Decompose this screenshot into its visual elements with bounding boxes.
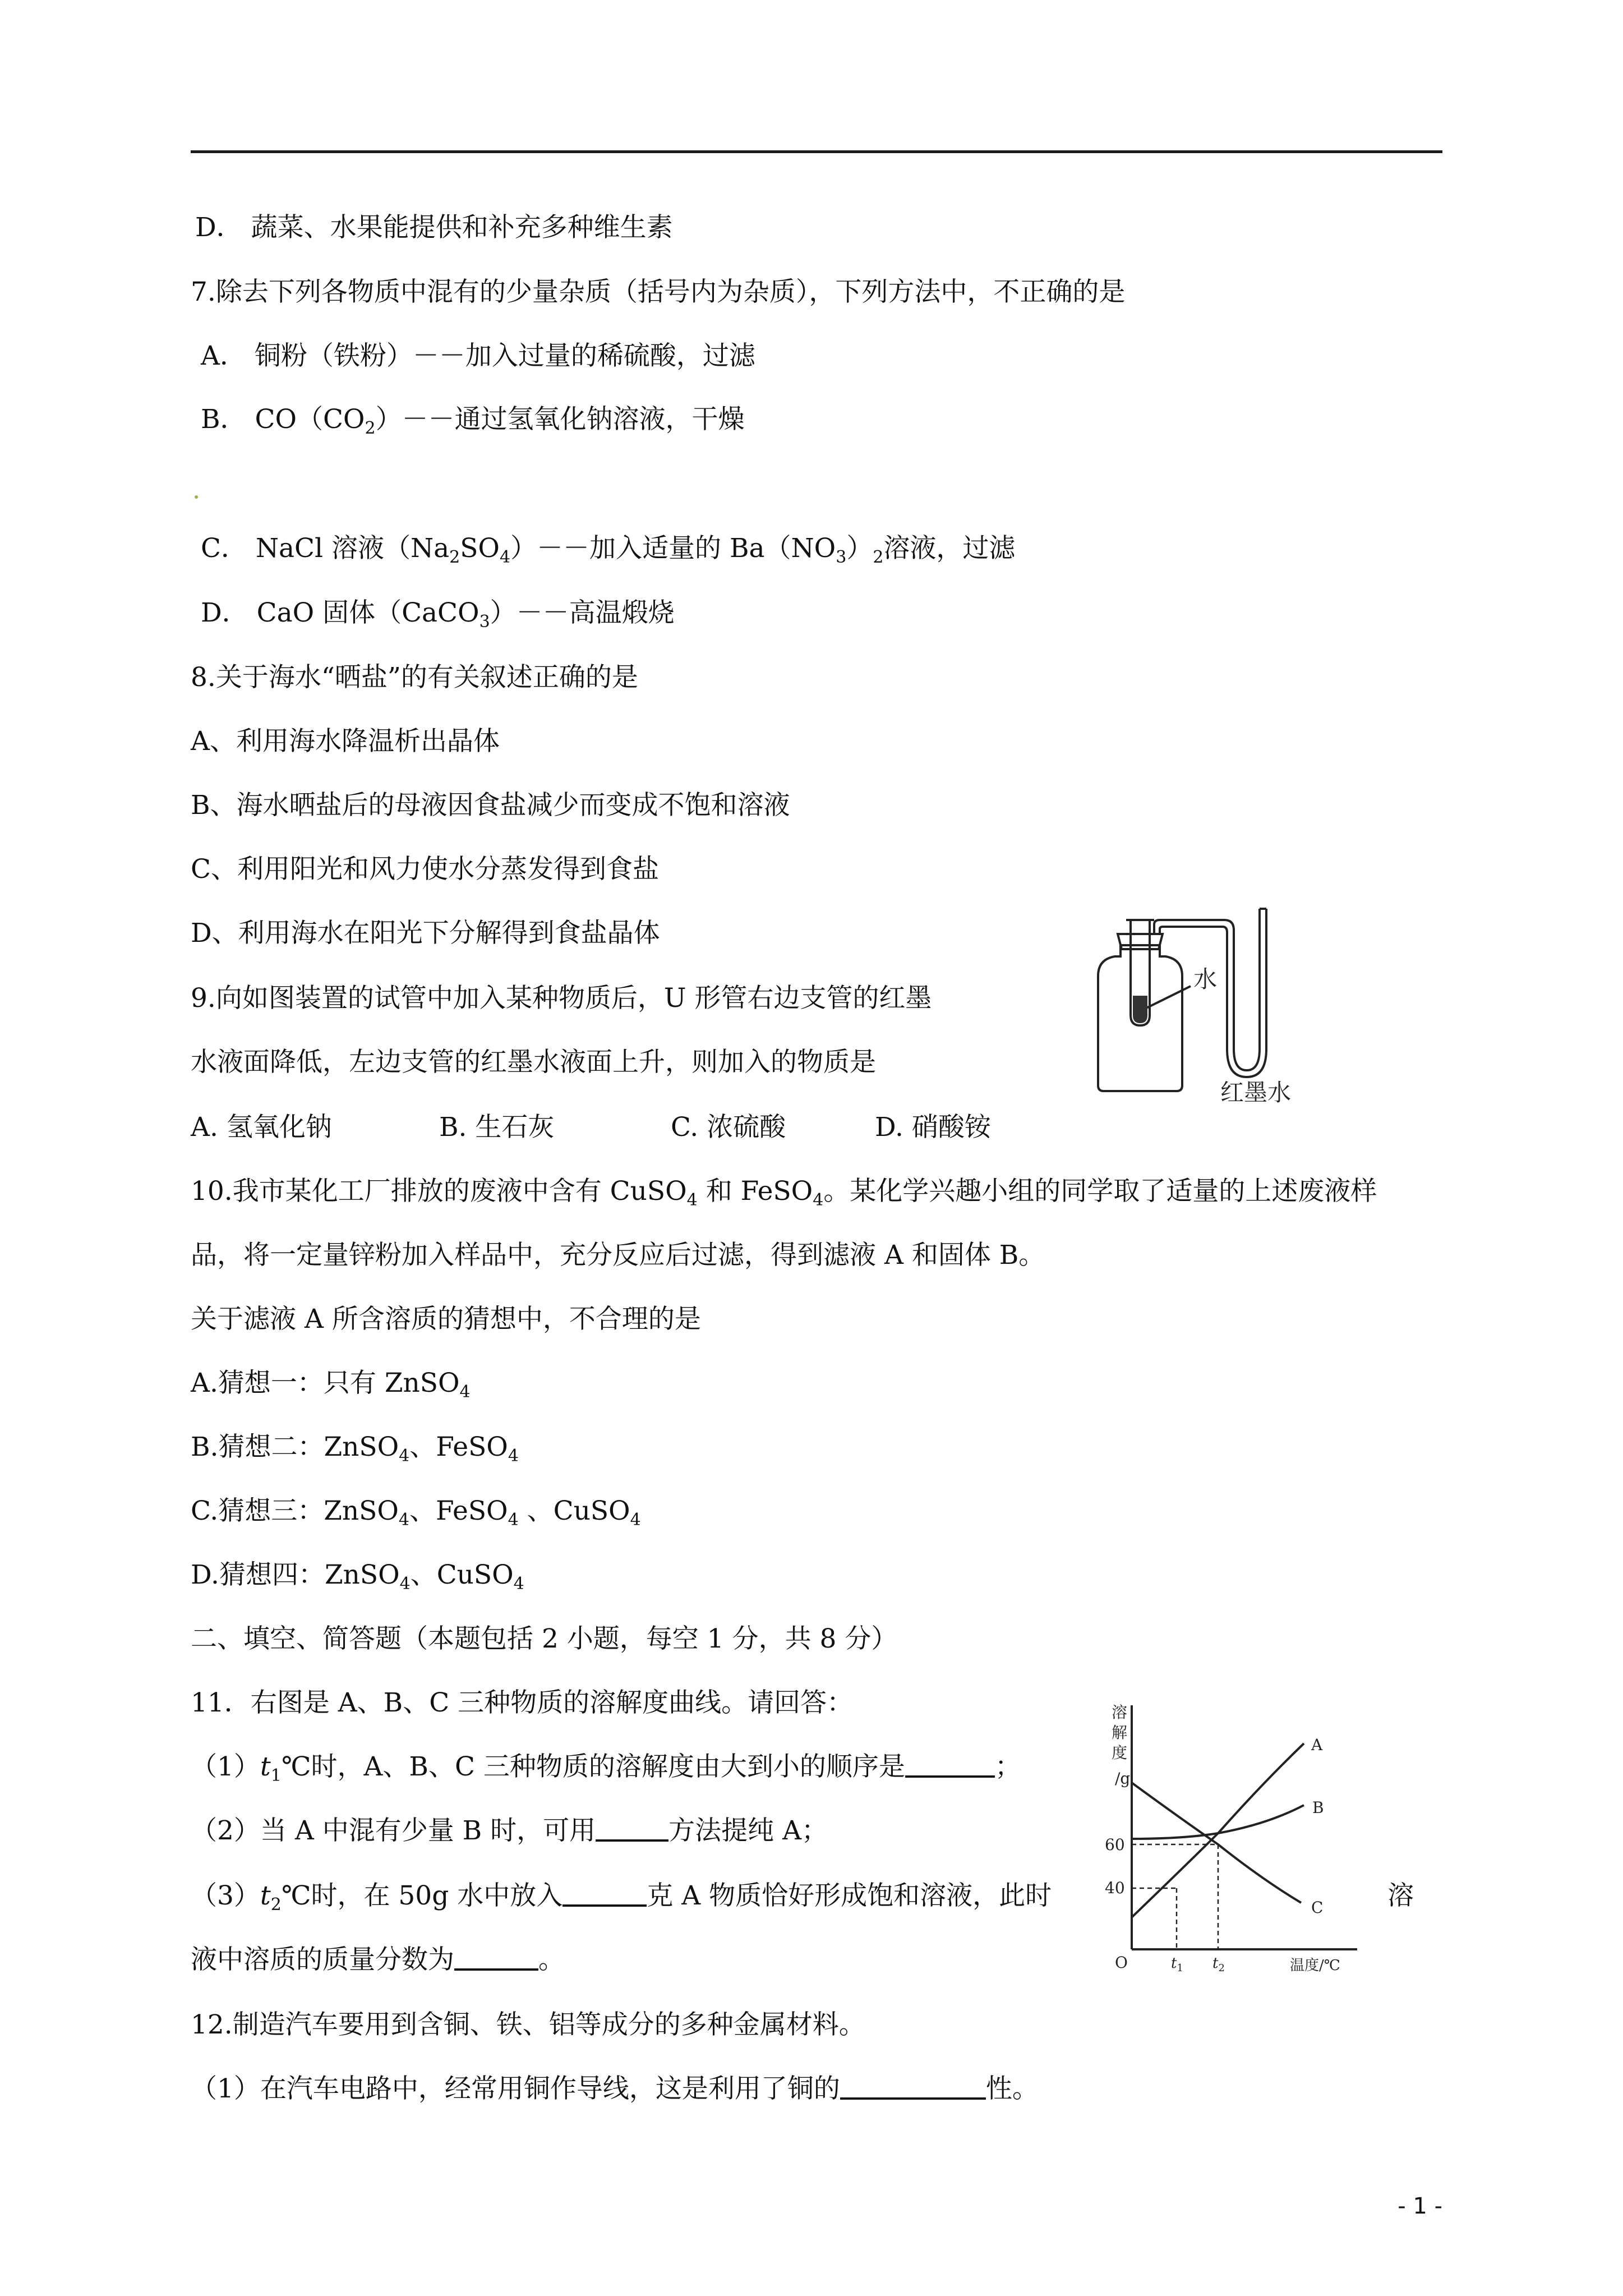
curve-c-label: C xyxy=(1311,1898,1324,1917)
curve-a-label: A xyxy=(1311,1736,1323,1754)
curve-c xyxy=(1132,1783,1301,1903)
ylabel-char-2: 解 xyxy=(1112,1723,1128,1742)
q11-part3: $(3)t_2℃$时，在 50g 水中放入 克 A 物质恰好形成饱和溶液，此时 xyxy=(191,1880,1052,1915)
x-tick-t2: $t_2$ xyxy=(1212,1955,1225,1974)
q9-option-a: A. 氢氧化钠 xyxy=(191,1112,332,1143)
q7-option-b: B． $CO(CO_2)--$通过氢氧化钠溶液，干燥 xyxy=(201,404,745,438)
curve-a xyxy=(1132,1743,1304,1917)
q9-option-d: D. 硝酸铵 xyxy=(875,1112,991,1143)
solubility-curve-figure xyxy=(1099,1694,1368,1975)
y-tick-60: 60 xyxy=(1105,1835,1125,1854)
q10-option-d: D.猜想四：ZnSO$_4$、CuSO$_4$ xyxy=(191,1559,524,1594)
q11-part3-blank1[interactable] xyxy=(562,1881,647,1907)
q10-option-b: B.猜想二：ZnSO$_4$、FeSO$_4$ xyxy=(191,1432,519,1466)
ylabel-char-1: 溶 xyxy=(1112,1703,1128,1722)
q9-option-b: B. 生石灰 xyxy=(439,1112,555,1143)
q7-stem: 7.除去下列各物质中混有的少量杂质（括号内为杂质），下列方法中，不正确的是 xyxy=(191,277,1126,307)
y-tick-40: 40 xyxy=(1105,1879,1125,1897)
apparatus-figure xyxy=(1076,898,1339,1105)
q8-option-b: B、海水晒盐后的母液因食盐减少而变成不饱和溶液 xyxy=(191,790,790,821)
x-axis-label: 温度/℃ xyxy=(1290,1957,1340,1974)
q8-stem: 8.关于海水“晒盐”的有关叙述正确的是 xyxy=(191,662,638,693)
page-number: - 1 - xyxy=(1398,2193,1442,2219)
q11-part2: （2）当 A 中混有少量 B 时，可用 方法提纯 A； xyxy=(191,1815,828,1846)
q7-option-d: D． CaO 固体（CaCO$_3$）－－高温煅烧 xyxy=(201,597,675,632)
q8-option-a: A、利用海水降温析出晶体 xyxy=(191,726,500,757)
ylabel-unit: /g xyxy=(1115,1769,1131,1788)
q10-stem-line2: 品，将一定量锌粉加入样品中，充分反应后过滤，得到滤液 A 和固体 B。 xyxy=(191,1240,1045,1271)
label-red-ink: 红墨水 xyxy=(1220,1079,1292,1105)
q7-option-a: A． 铜粉（铁粉）－－加入过量的稀硫酸，过滤 xyxy=(201,341,755,371)
x-tick-t1: $t_1$ xyxy=(1171,1955,1183,1974)
q11-part3-blank2[interactable] xyxy=(454,1945,538,1971)
q7-option-c: C． NaCl 溶液$(Na_2SO_4)--$加入适量的 $Ba(NO_3)_2$溶液，过滤 xyxy=(201,533,1016,567)
q8-option-d: D、利用海水在阳光下分解得到食盐晶体 xyxy=(191,918,660,949)
label-water: 水 xyxy=(1193,965,1218,993)
q9-stem-line2: 水液面降低，左边支管的红墨水液面上升，则加入的物质是 xyxy=(191,1047,876,1078)
q10-stem-line3: 关于滤液 A 所含溶质的猜想中，不合理的是 xyxy=(191,1304,701,1335)
q11-part1: $(1)t_1℃$时，A、B、C 三种物质的溶解度由大到小的顺序是 ； xyxy=(191,1751,1021,1786)
curve-b-label: B xyxy=(1312,1798,1324,1817)
q9-option-c: C. 浓硫酸 xyxy=(671,1112,786,1143)
q11-part3-line2: 液中溶质的质量分数为 。 xyxy=(191,1944,565,1975)
header-rule xyxy=(191,150,1442,153)
q12-part1-blank[interactable] xyxy=(840,2074,986,2100)
ylabel-char-3: 度 xyxy=(1112,1743,1128,1762)
origin-label: O xyxy=(1115,1953,1128,1972)
q12-stem: 12.制造汽车要用到含铜、铁、铝等成分的多种金属材料。 xyxy=(191,2009,865,2040)
q10-option-a: A.猜想一：只有 ZnSO$_4$ xyxy=(191,1368,471,1402)
scan-speck xyxy=(195,495,198,499)
q11-part3-tail: 溶 xyxy=(1387,1880,1414,1911)
q10-option-c: C.猜想三：ZnSO$_4$、FeSO$_4$ 、CuSO$_4$ xyxy=(191,1496,641,1530)
q11-part1-blank[interactable] xyxy=(905,1752,995,1778)
q6-option-d: D． 蔬菜、水果能提供和补充多种维生素 xyxy=(195,212,673,243)
q11-stem: 11．右图是 A、B、C 三种物质的溶解度曲线。请回答： xyxy=(191,1687,854,1718)
q11-part2-blank[interactable] xyxy=(596,1816,668,1842)
section-2-title: 二、填空、简答题（本题包括 2 小题，每空 1 分，共 8 分） xyxy=(191,1623,898,1654)
q8-option-c: C、利用阳光和风力使水分蒸发得到食盐 xyxy=(191,854,659,885)
q10-stem-line1: 10.我市某化工厂排放的废液中含有 CuSO$_4$ 和 FeSO$_4$。某化学兴趣小组的同学取了适量的上述废液样 xyxy=(191,1176,1377,1210)
q9-stem-line1: 9.向如图装置的试管中加入某种物质后，U 形管右边支管的红墨 xyxy=(191,983,932,1014)
q12-part1: （1）在汽车电路中，经常用铜作导线，这是利用了铜的 性。 xyxy=(191,2073,1039,2104)
curve-b xyxy=(1132,1805,1304,1839)
